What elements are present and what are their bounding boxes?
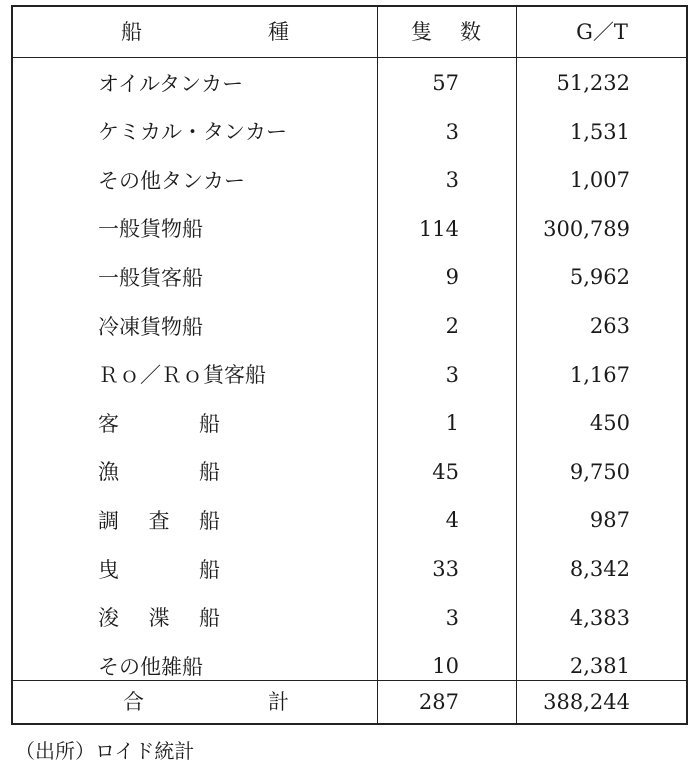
gross-tonnage-cell: 8,342 [569,557,630,581]
ship-type-label: その他タンカー [98,168,245,193]
ship-type-cell [98,161,245,201]
header-gross-tonnage [516,7,688,57]
ship-type-label: ケミカル・タンカー [98,120,287,145]
gross-tonnage-cell: 1,007 [569,168,630,193]
source-note: （出所）ロイド統計 [15,739,195,763]
ship-type-label: オイルタンカー [98,71,244,96]
ship-type-label: その他雑船 [98,654,203,679]
total-label-char: 計 [268,690,289,714]
gross-tonnage-cell: 1,531 [569,119,630,144]
ship-type-cell [98,356,266,396]
ship-type-cell [98,599,220,639]
gross-tonnage-cell: 450 [589,411,630,436]
vessel-count-cell: 114 [418,216,459,241]
vessel-count-cell: 3 [445,168,459,193]
ship-type-cell [98,64,243,104]
ship-type-char: 浚 [98,606,119,631]
gross-tonnage-cell: 4,383 [569,605,630,630]
ship-type-cell [98,113,287,153]
header-vessel-count-char: 隻 [411,19,432,44]
ship-type-cell [98,210,203,250]
gross-tonnage-cell: 300,789 [543,216,630,241]
total-gross-tonnage-value: 388,244 [543,690,630,714]
vessel-count-cell: 1 [445,411,459,436]
vessel-count-cell: 10 [432,654,459,679]
header-vessel-count-char: 数 [460,19,481,44]
ship-statistics-table [11,5,688,725]
ship-type-cell [98,501,220,541]
ship-type-char: 曳 [98,557,119,582]
vessel-count-cell: 3 [445,119,459,144]
header-ship-type-char: 船 [121,19,142,44]
vessel-count-cell: 45 [432,459,459,484]
header-ship-type-char: 種 [268,19,289,44]
header-rule [13,57,686,58]
vessel-count-cell: 4 [445,508,459,533]
ship-type-char: 船 [199,508,220,533]
ship-type-cell [98,550,220,590]
gross-tonnage-cell: 51,232 [556,71,630,95]
ship-type-char: 渫 [148,606,170,631]
gross-tonnage-cell: 263 [589,314,630,338]
total-gross-tonnage [516,680,630,725]
ship-type-char: 船 [199,557,220,582]
vessel-count-cell: 33 [432,557,459,581]
header-ship-type [121,7,289,57]
ship-type-char: 査 [148,508,170,533]
ship-type-cell [98,307,203,347]
vessel-count-cell: 3 [445,605,459,630]
ship-type-char: 客 [98,411,119,436]
ship-type-cell [98,404,220,444]
ship-type-cell [98,258,203,298]
total-vessel-count [377,680,459,725]
header-gross-tonnage-label: G／T [576,19,628,44]
vessel-count-cell: 2 [445,314,459,338]
ship-type-label: 一般貨客船 [98,265,203,290]
vessel-count-cell: 9 [445,265,459,290]
total-label [123,680,289,725]
ship-type-label: Ｒｏ／Ｒｏ貨客船 [98,363,266,388]
gross-tonnage-cell: 9,750 [569,459,630,484]
header-vessel-count [411,7,481,57]
gross-tonnage-cell: 2,381 [569,654,630,679]
gross-tonnage-cell: 5,962 [569,265,630,290]
ship-type-cell [98,453,220,493]
ship-type-char: 調 [98,508,119,533]
vessel-count-cell: 57 [432,71,459,95]
vessel-count-cell: 3 [445,362,459,387]
total-vessel-count-value: 287 [418,690,459,714]
gross-tonnage-cell: 987 [589,508,630,533]
ship-type-label: 一般貨物船 [98,217,203,242]
ship-type-label: 冷凍貨物船 [98,314,203,339]
gross-tonnage-cell: 1,167 [569,362,630,387]
ship-type-char: 船 [199,460,220,485]
ship-type-char: 船 [199,411,220,436]
ship-type-char: 船 [199,606,220,631]
total-label-char: 合 [123,690,144,714]
ship-type-char: 漁 [98,460,119,485]
